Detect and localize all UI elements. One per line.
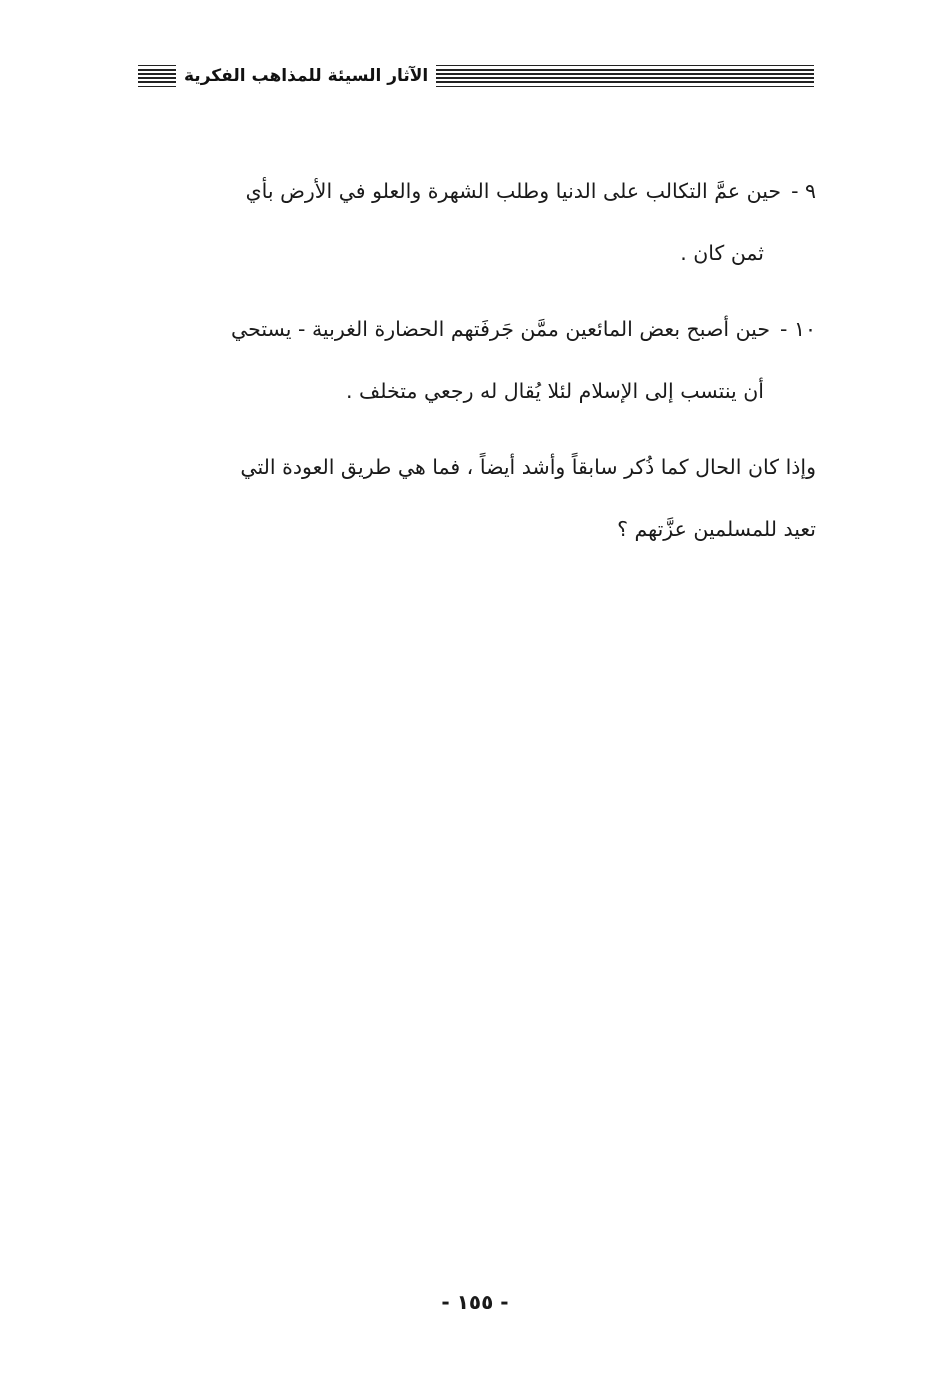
paragraph-line: وإذا كان الحال كما ذُكر سابقاً وأشد أيضاً ، فما هي طريق العودة التي: [240, 455, 816, 479]
list-item-continuation: [138, 360, 816, 422]
list-item-line: حين عمَّ التكالب على الدنيا وطلب الشهرة والعلو في الأرض بأي: [245, 179, 782, 203]
header-rule-right: [436, 65, 814, 87]
list-item-text: [138, 160, 781, 222]
list-item-continuation: [138, 222, 816, 284]
list-item: [138, 160, 816, 222]
header-rule-left: [138, 65, 176, 87]
page-number: - ١٥٥ -: [441, 1290, 509, 1314]
page-body: [138, 160, 816, 560]
paragraph-line: تعيد للمسلمين عزَّتهم ؟: [617, 517, 816, 541]
list-item-line: حين أصبح بعض المائعين ممَّن جَرفَتهم الحضارة الغربية - يستحي: [231, 317, 771, 341]
closing-paragraph: [138, 436, 816, 560]
list-item-line: ثمن كان .: [680, 241, 764, 265]
running-header: [138, 62, 814, 90]
list-item-line: أن ينتسب إلى الإسلام لئلا يُقال له رجعي متخلف .: [346, 379, 764, 403]
list-item-number: ٩ -: [791, 179, 816, 203]
header-title: الآثار السيئة للمذاهب الفكرية: [184, 66, 429, 86]
list-item-text: [138, 298, 770, 360]
list-item-number: ١٠ -: [780, 317, 816, 341]
list-item: [138, 298, 816, 360]
